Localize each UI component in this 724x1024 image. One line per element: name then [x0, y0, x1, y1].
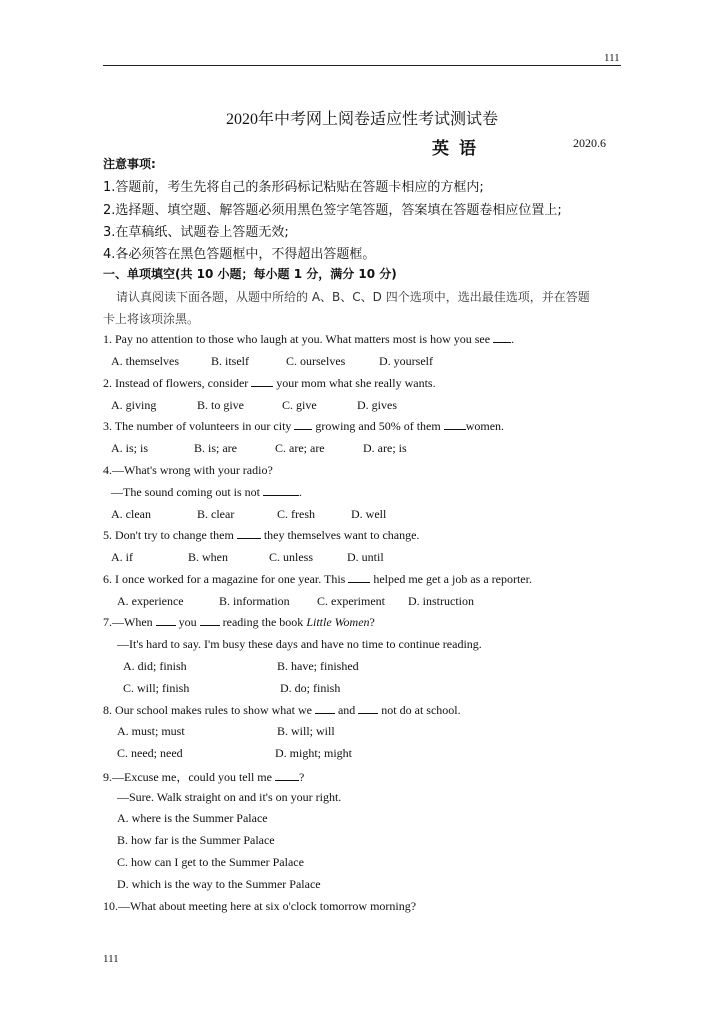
q6-option-a: A. experience — [117, 594, 184, 608]
question-2: 2. Instead of flowers, consider your mom what she really wants. — [103, 376, 436, 390]
q2-option-d: D. gives — [357, 398, 397, 412]
q2-option-a: A. giving — [111, 398, 157, 412]
note-2: 2.选择题、填空题、解答题必须用黑色签字笔答题，答案填在答题卷相应位置上; — [103, 203, 562, 218]
q1-option-b: B. itself — [211, 354, 249, 368]
q7-option-b: B. have; finished — [277, 659, 359, 673]
q7-option-c: C. will; finish — [123, 681, 190, 695]
question-4: 4.—What's wrong with your radio? — [103, 463, 273, 477]
q7-option-a: A. did; finish — [123, 659, 187, 673]
q7-option-d: D. do; finish — [280, 681, 341, 695]
q8-option-c: C. need; need — [117, 746, 183, 760]
q9-option-c: C. how can I get to the Summer Palace — [117, 855, 304, 869]
question-7: 7.—When you reading the book Little Women? — [103, 615, 375, 629]
q3-option-b: B. is; are — [194, 441, 237, 455]
q6-option-c: C. experiment — [317, 594, 385, 608]
question-3: 3. The number of volunteers in our city growing and 50% of them women. — [103, 419, 505, 433]
answer-blank — [251, 376, 273, 387]
q8-option-b: B. will; will — [277, 724, 335, 738]
q6-option-b: B. information — [219, 594, 290, 608]
answer-blank — [358, 703, 378, 714]
q4-option-d: D. well — [351, 507, 387, 521]
note-1: 1.答题前，考生先将自己的条形码标记粘贴在答题卡相应的方框内; — [103, 180, 484, 195]
section1-instruction-line1: 请认真阅读下面各题，从题中所给的 A、B、C、D 四个选项中，选出最佳选项，并在答题 — [116, 290, 590, 304]
exam-title: 2020年中考网上阅卷适应性考试测试卷 — [226, 111, 499, 128]
question-9: 9.—Excuse me，could you tell me ? — [103, 770, 305, 784]
note-4: 4.各必须答在黑色答题框中，不得超出答题框。 — [103, 247, 376, 262]
book-title: Little Women — [306, 615, 370, 629]
question-5: 5. Don't try to change them they themselves want to change. — [103, 528, 420, 542]
q9-option-a: A. where is the Summer Palace — [117, 811, 268, 825]
section1-instruction-line2: 卡上将该项涂黑。 — [103, 312, 200, 326]
q5-option-a: A. if — [111, 550, 133, 564]
q5-option-b: B. when — [188, 550, 228, 564]
q3-option-d: D. are; is — [363, 441, 407, 455]
q5-option-d: D. until — [347, 550, 384, 564]
answer-blank — [294, 419, 312, 430]
q9-option-b: B. how far is the Summer Palace — [117, 833, 275, 847]
exam-date: 2020.6 — [573, 136, 606, 150]
answer-blank — [263, 485, 299, 496]
answer-blank — [348, 572, 370, 583]
section1-title: 一、单项填空(共 10 小题；每小题 1 分，满分 10 分) — [103, 267, 397, 281]
notes-header: 注意事项: — [103, 157, 156, 171]
q8-option-d: D. might; might — [275, 746, 353, 760]
page-number-top: 111 — [604, 52, 620, 64]
q5-option-c: C. unless — [269, 550, 314, 564]
answer-blank — [315, 703, 335, 714]
note-3: 3.在草稿纸、试题卷上答题无效; — [103, 225, 289, 240]
q3-option-c: C. are; are — [275, 441, 325, 455]
answer-blank — [275, 770, 299, 781]
q1-option-a: A. themselves — [111, 354, 179, 368]
header-rule — [103, 65, 621, 66]
subject-title: 英语 — [432, 139, 486, 158]
answer-blank — [493, 332, 511, 343]
page-number-bottom: 111 — [103, 953, 119, 965]
q4-option-c: C. fresh — [277, 507, 315, 521]
q2-option-c: C. give — [282, 398, 317, 412]
q9-option-d: D. which is the way to the Summer Palace — [117, 877, 321, 891]
answer-blank — [237, 528, 261, 539]
q4-option-a: A. clean — [111, 507, 151, 521]
q3-option-a: A. is; is — [111, 441, 149, 455]
question-6: 6. I once worked for a magazine for one year. This helped me get a job as a reporter. — [103, 572, 532, 586]
q1-option-c: C. ourselves — [286, 354, 346, 368]
q2-option-b: B. to give — [197, 398, 244, 412]
question-4-reply: —The sound coming out is not . — [111, 485, 302, 499]
answer-blank — [200, 615, 220, 626]
q1-option-d: D. yourself — [379, 354, 433, 368]
question-7-reply: —It's hard to say. I'm busy these days and have no time to continue reading. — [117, 637, 482, 651]
question-10: 10.—What about meeting here at six o'clock tomorrow morning? — [103, 899, 417, 913]
answer-blank — [444, 419, 466, 430]
question-1: 1. Pay no attention to those who laugh at you. What matters most is how you see . — [103, 332, 515, 346]
q4-option-b: B. clear — [197, 507, 235, 521]
question-8: 8. Our school makes rules to show what we and not do at school. — [103, 703, 461, 717]
q8-option-a: A. must; must — [117, 724, 185, 738]
question-9-reply: —Sure. Walk straight on and it's on your right. — [117, 790, 342, 804]
q6-option-d: D. instruction — [408, 594, 474, 608]
answer-blank — [156, 615, 176, 626]
